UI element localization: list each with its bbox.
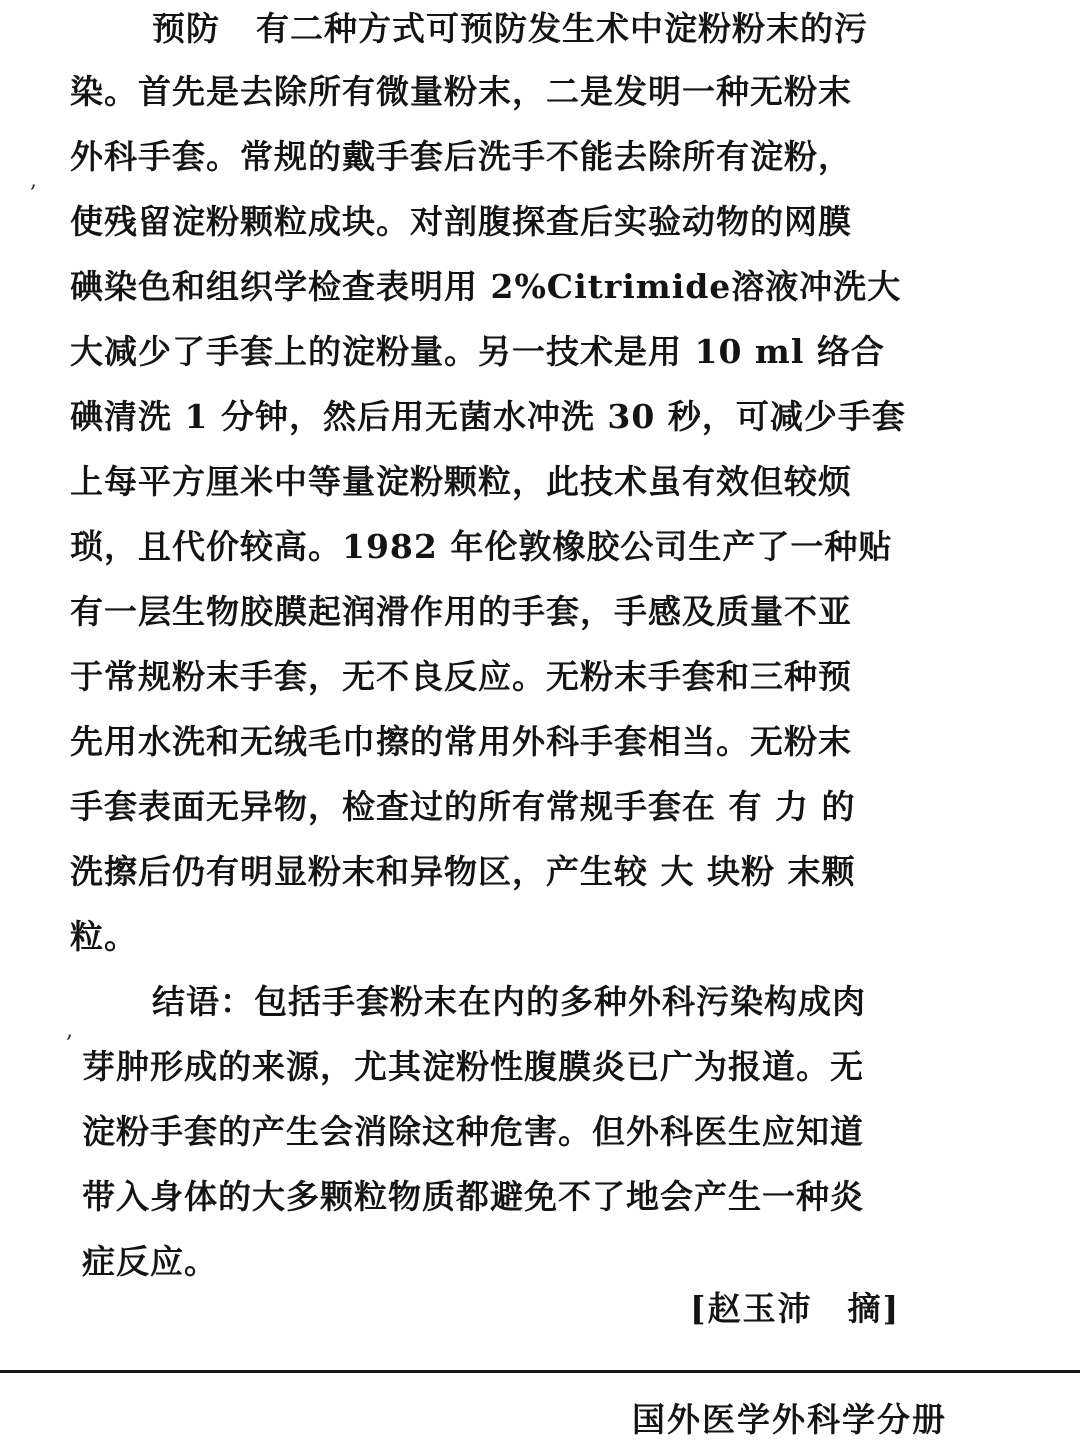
section-label: 预防 [152,9,220,48]
paragraph-line: 染。首先是去除所有微量粉末，二是发明一种无粉末 [70,72,852,111]
paragraph-line: 于常规粉末手套，无不良反应。无粉末手套和三种预 [70,657,852,696]
paragraph-line: 结语：包括手套粉末在内的多种外科污染构成肉 [152,982,866,1021]
paragraph-line: 手套表面无异物，检查过的所有常规手套在 有 力 的 [70,787,856,826]
journal-footer: 国外医学外科学分册 [632,1400,947,1439]
paragraph-line: 上每平方厘米中等量淀粉颗粒，此技术虽有效但较烦 [70,462,852,501]
paragraph-line: 使残留淀粉颗粒成块。对剖腹探查后实验动物的网膜 [70,202,852,241]
paragraph-line: 洗擦后仍有明显粉末和异物区，产生较 大 块粉 末颗 [70,852,856,891]
paragraph-line: 外科手套。常规的戴手套后洗手不能去除所有淀粉， [70,137,852,176]
footer-divider [0,1370,1080,1373]
line-text: 有二种方式可预防发生术中淀粉粉末的污 [256,9,868,48]
paragraph-line: 有一层生物胶膜起润滑作用的手套，手感及质量不亚 [70,592,852,631]
paragraph-line: 大减少了手套上的淀粉量。另一技术是用 10 ml 络合 [70,332,885,371]
abstractor-signature: [赵玉沛 摘] [690,1289,901,1328]
paragraph-line: 粒。 [70,917,138,956]
paragraph-line: 带入身体的大多颗粒物质都避免不了地会产生一种炎 [82,1177,864,1216]
paragraph-line: 碘清洗 1 分钟，然后用无菌水冲洗 30 秒，可减少手套 [70,397,906,436]
paragraph-line: 症反应。 [82,1242,218,1281]
scan-mark: , [66,1018,73,1043]
paragraph-line: 芽肿形成的来源，尤其淀粉性腹膜炎已广为报道。无 [82,1047,864,1086]
scan-mark: , [30,168,37,193]
paragraph-line [152,5,868,53]
paragraph-line: 碘染色和组织学检查表明用 2%Citrimide溶液冲洗大 [70,267,902,306]
paragraph-line: 淀粉手套的产生会消除这种危害。但外科医生应知道 [82,1112,864,1151]
paragraph-line: 先用水洗和无绒毛巾擦的常用外科手套相当。无粉末 [70,722,852,761]
paragraph-line: 琐，且代价较高。1982 年伦敦橡胶公司生产了一种贴 [70,527,893,566]
